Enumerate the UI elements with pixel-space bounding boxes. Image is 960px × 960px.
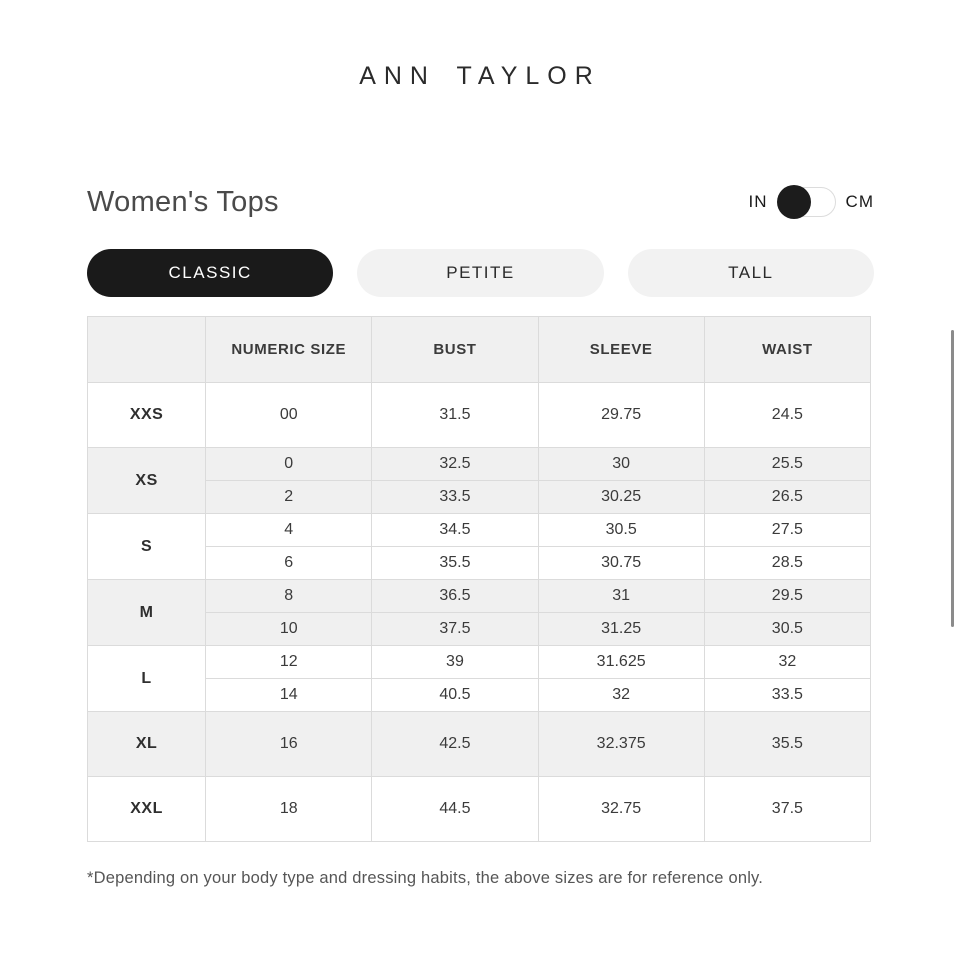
- tab-petite[interactable]: PETITE: [357, 249, 603, 297]
- unit-label-cm: CM: [845, 192, 874, 211]
- page-title: Women's Tops: [87, 185, 279, 218]
- measurement-cell: 32.75: [538, 777, 704, 842]
- column-header-bust: BUST: [372, 317, 538, 383]
- table-header-row: [88, 317, 871, 383]
- size-row-xxs: [88, 383, 871, 448]
- unit-toggle-group: [749, 187, 874, 217]
- size-row-l: [88, 679, 871, 712]
- size-row-xs: [88, 481, 871, 514]
- main-content: [87, 184, 874, 888]
- size-label: M: [88, 580, 206, 646]
- title-row: [87, 184, 874, 220]
- measurement-cell: 39: [372, 646, 538, 679]
- size-row-s: [88, 514, 871, 547]
- measurement-cell: 16: [206, 712, 372, 777]
- measurement-cell: 00: [206, 383, 372, 448]
- measurement-cell: 32: [538, 679, 704, 712]
- measurement-cell: 10: [206, 613, 372, 646]
- measurement-cell: 2: [206, 481, 372, 514]
- size-row-l: [88, 646, 871, 679]
- size-row-m: [88, 580, 871, 613]
- measurement-cell: 42.5: [372, 712, 538, 777]
- measurement-cell: 25.5: [704, 448, 870, 481]
- measurement-cell: 12: [206, 646, 372, 679]
- size-row-xxl: [88, 777, 871, 842]
- size-row-xs: [88, 448, 871, 481]
- measurement-cell: 26.5: [704, 481, 870, 514]
- size-label: XS: [88, 448, 206, 514]
- measurement-cell: 6: [206, 547, 372, 580]
- tab-classic[interactable]: CLASSIC: [87, 249, 333, 297]
- size-label: XL: [88, 712, 206, 777]
- unit-toggle[interactable]: [778, 187, 836, 217]
- measurement-cell: 31: [538, 580, 704, 613]
- fit-tabs: [87, 249, 874, 297]
- measurement-cell: 33.5: [704, 679, 870, 712]
- measurement-cell: 30.25: [538, 481, 704, 514]
- measurement-cell: 14: [206, 679, 372, 712]
- size-label: L: [88, 646, 206, 712]
- measurement-cell: 32.5: [372, 448, 538, 481]
- size-row-m: [88, 613, 871, 646]
- measurement-cell: 33.5: [372, 481, 538, 514]
- size-label: XXS: [88, 383, 206, 448]
- tab-tall[interactable]: TALL: [628, 249, 874, 297]
- measurement-cell: 44.5: [372, 777, 538, 842]
- measurement-cell: 32: [704, 646, 870, 679]
- size-row-xl: [88, 712, 871, 777]
- measurement-cell: 30.75: [538, 547, 704, 580]
- column-header-blank: [88, 317, 206, 383]
- measurement-cell: 35.5: [372, 547, 538, 580]
- measurement-cell: 29.75: [538, 383, 704, 448]
- unit-label-in: IN: [748, 192, 768, 211]
- measurement-cell: 4: [206, 514, 372, 547]
- measurement-cell: 34.5: [372, 514, 538, 547]
- column-header-numeric-size: NUMERIC SIZE: [206, 317, 372, 383]
- toggle-knob-icon[interactable]: [777, 185, 811, 219]
- measurement-cell: 18: [206, 777, 372, 842]
- measurement-cell: 24.5: [704, 383, 870, 448]
- size-row-s: [88, 547, 871, 580]
- footnote-text: *Depending on your body type and dressing habits, the above sizes are for reference only.: [87, 869, 764, 887]
- measurement-cell: 36.5: [372, 580, 538, 613]
- measurement-cell: 0: [206, 448, 372, 481]
- measurement-cell: 40.5: [372, 679, 538, 712]
- scrollbar-thumb[interactable]: [951, 330, 954, 627]
- size-chart-table: [87, 316, 871, 842]
- measurement-cell: 30.5: [704, 613, 870, 646]
- measurement-cell: 28.5: [704, 547, 870, 580]
- size-table-body: [88, 383, 871, 842]
- measurement-cell: 29.5: [704, 580, 870, 613]
- measurement-cell: 37.5: [372, 613, 538, 646]
- size-label: S: [88, 514, 206, 580]
- column-header-sleeve: SLEEVE: [538, 317, 704, 383]
- measurement-cell: 30: [538, 448, 704, 481]
- measurement-cell: 31.625: [538, 646, 704, 679]
- column-header-waist: WAIST: [704, 317, 870, 383]
- measurement-cell: 30.5: [538, 514, 704, 547]
- measurement-cell: 35.5: [704, 712, 870, 777]
- measurement-cell: 31.25: [538, 613, 704, 646]
- measurement-cell: 31.5: [372, 383, 538, 448]
- measurement-cell: 8: [206, 580, 372, 613]
- measurement-cell: 37.5: [704, 777, 870, 842]
- measurement-cell: 32.375: [538, 712, 704, 777]
- measurement-cell: 27.5: [704, 514, 870, 547]
- size-label: XXL: [88, 777, 206, 842]
- brand-logo: ANN TAYLOR: [359, 62, 601, 90]
